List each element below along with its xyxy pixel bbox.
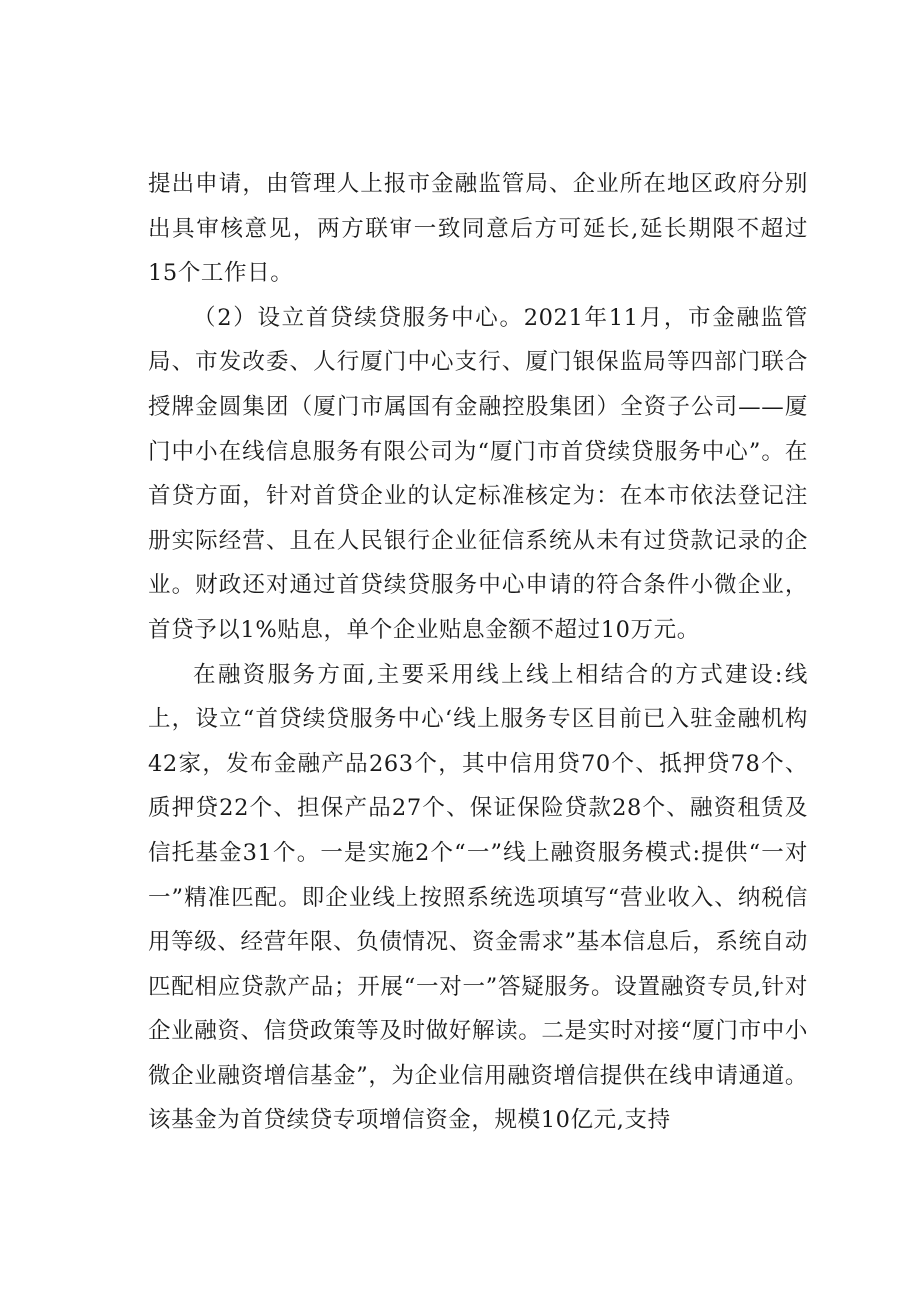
paragraph-continuation: 提出申请，由管理人上报市金融监管局、企业所在地区政府分别出具审核意见，两方联审一致同意后方可延长,延长期限不超过15个工作日。	[148, 171, 808, 287]
body-text	[148, 162, 808, 1143]
paragraph-service-center: （2）设立首贷续贷服务中心。2021年11月，市金融监管局、市发改委、人行厦门中心支行、厦门银保监局等四部门联合授牌金圆集团（厦门市属国有金融控股集团）全资子公司——厦门中小在线信息服务有限公司为“厦门市首贷续贷服务中心”。在首贷方面，针对首贷企业的认定标准核定为：在本市依法登记注册实际经营、且在人民银行企业征信系统从未有过贷款记录的企业。财政还对通过首贷续贷服务中心申请的符合条件小微企业，首贷予以1%贴息，单个企业贴息金额不超过10万元。	[148, 304, 808, 643]
paragraph-financing-service: 在融资服务方面,主要采用线上线上相结合的方式建设:线上，设立“首贷续贷服务中心‘线上服务专区目前已入驻金融机构42家，发布金融产品263个，其中信用贷70个、抵押贷78个、质押贷22个、担保产品27个、保证保险贷款28个、融资租赁及信托基金31个。一是实施2个“一”线上融资服务模式:提供“一对一”精准匹配。即企业线上按照系统选项填写“营业收入、纳税信用等级、经营年限、负债情况、资金需求”基本信息后，系统自动匹配相应贷款产品；开展“一对一”答疑服务。设置融资专员,针对企业融资、信贷政策等及时做好解读。二是实时对接“厦门市中小微企业融资增信基金”，为企业信用融资增信提供在线申请通道。该基金为首贷续贷专项增信资金，规模10亿元,支持	[148, 661, 808, 1134]
